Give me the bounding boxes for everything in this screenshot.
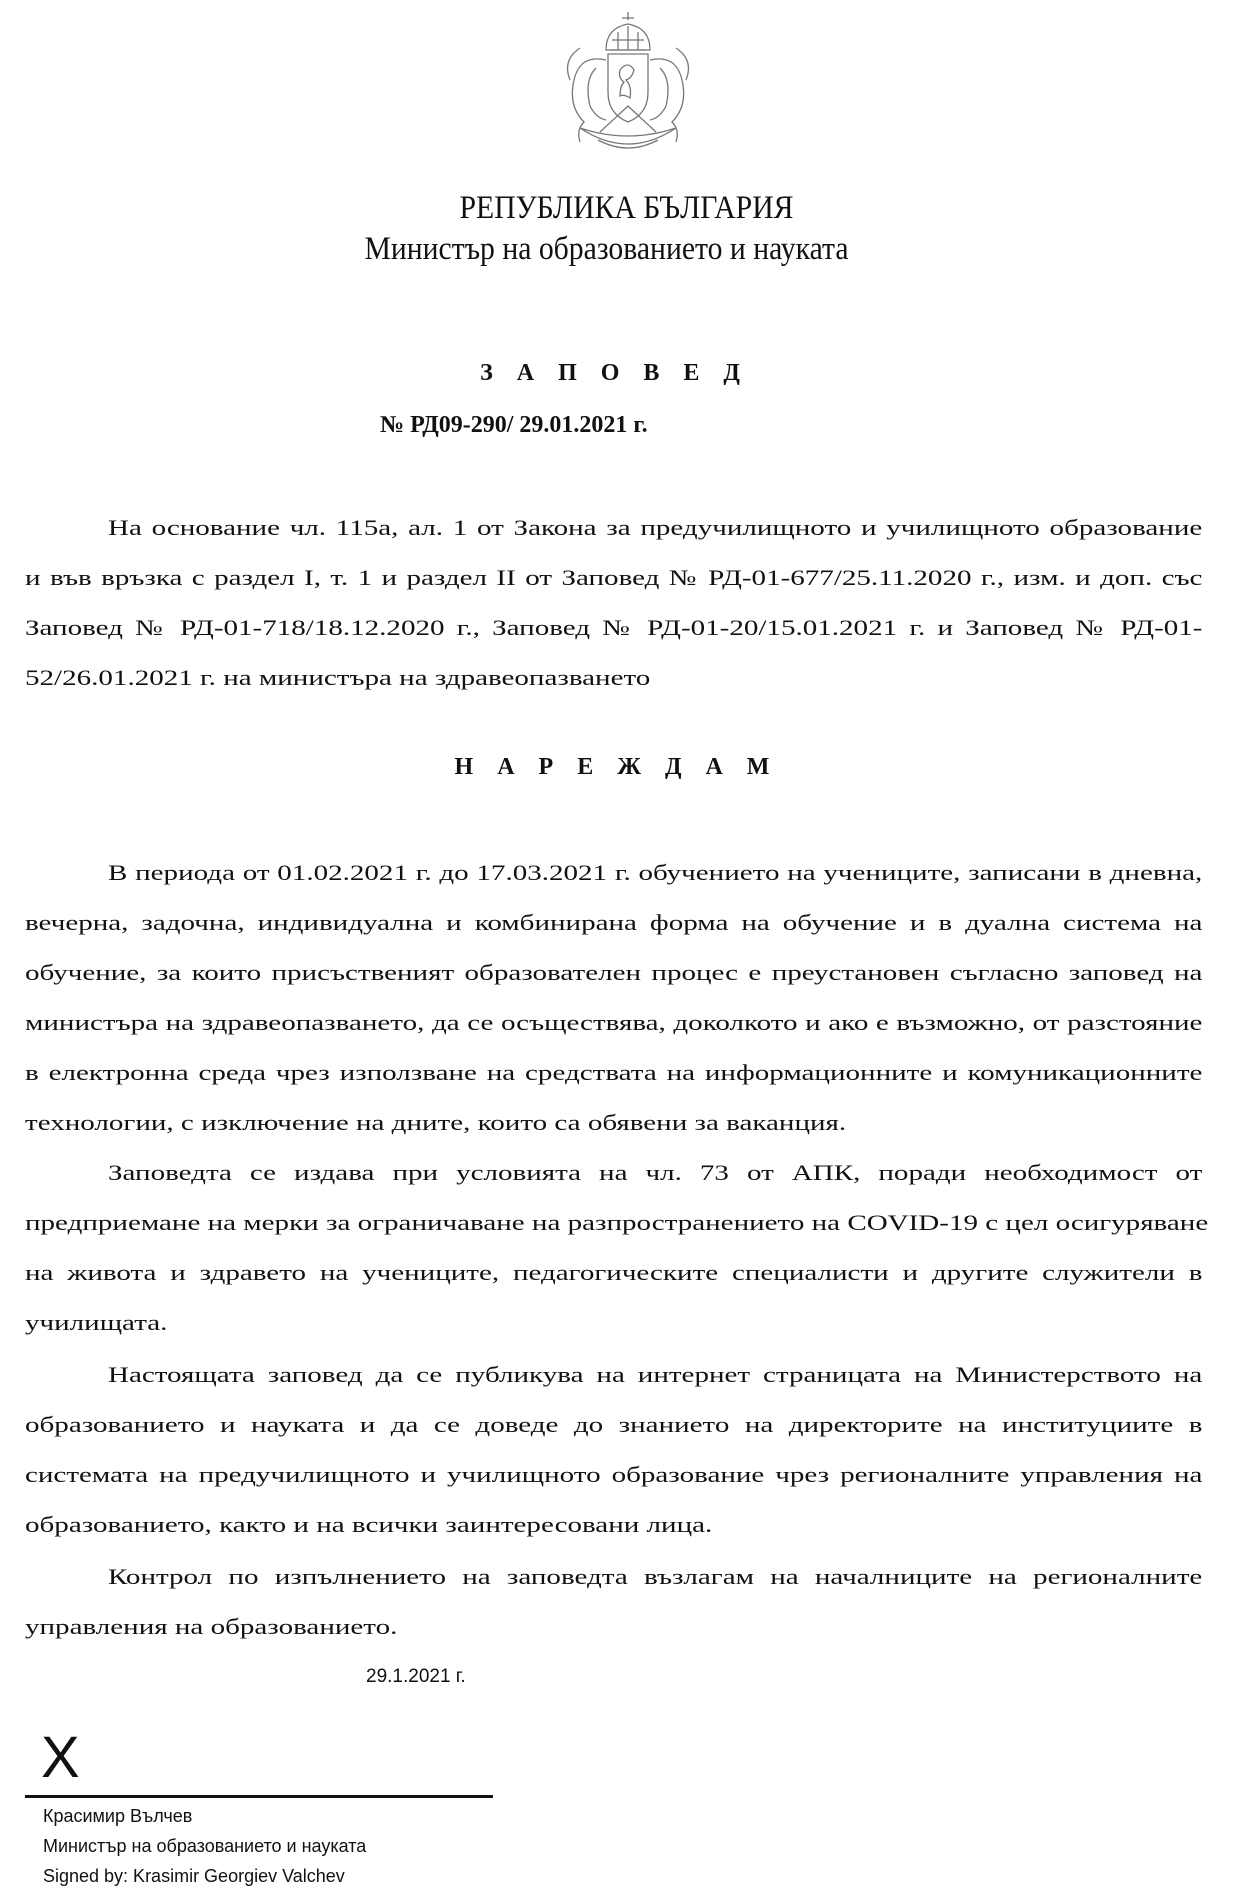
preamble-line: и във връзка с раздел I, т. 1 и раздел II от Заповед № РД-01-677/25.11.2020 г., изм. и доп. със	[25, 565, 1203, 590]
signature-line	[25, 1795, 493, 1798]
coat-of-arms-emblem	[540, 10, 716, 154]
paragraph-line: управления на образованието.	[25, 1614, 398, 1639]
paragraph-line: в електронна среда чрез използване на средствата на информационните и комуникационните	[25, 1060, 1203, 1085]
signer-name: Красимир Вълчев	[43, 1806, 193, 1826]
paragraph-line: Контрол по изпълнението на заповедта възлагам на началниците на регионалните	[108, 1564, 1203, 1589]
signer-position: Министър на образованието и науката	[43, 1836, 367, 1856]
paragraph-line: предприемане на мерки за ограничаване на разпространението на COVID-19 с цел осигуряване	[25, 1210, 1209, 1235]
signed-by: Signed by: Krasimir Georgiev Valchev	[43, 1866, 345, 1886]
preamble-line: 52/26.01.2021 г. на министъра на здравеопазването	[25, 665, 651, 690]
order-number: № РД09-290/ 29.01.2021 г.	[380, 412, 648, 438]
paragraph-line: образованието, както и на всички заинтересовани лица.	[25, 1512, 713, 1537]
paragraph-line: технологии, с изключение на дните, които са обявени за ваканция.	[25, 1110, 847, 1135]
office-heading: Министър на образованието и науката	[364, 231, 849, 267]
paragraph-line: министъра на здравеопазването, да се осъществява, доколкото и ако е възможно, от разстояние	[25, 1010, 1203, 1035]
paragraph-line: Заповедта се издава при условията на чл. 73 от АПК, поради необходимост от	[108, 1160, 1203, 1185]
country-heading: РЕПУБЛИКА БЪЛГАРИЯ	[459, 190, 794, 226]
preamble-line: Заповед № РД-01-718/18.12.2020 г., Заповед № РД-01-20/15.01.2021 г. и Заповед № РД-01-	[25, 615, 1203, 640]
paragraph-line: образованието и науката и да се доведе до знанието на директорите на институциите в	[25, 1412, 1203, 1437]
paragraph-line: Настоящата заповед да се публикува на интернет страницата на Министерството на	[108, 1362, 1203, 1387]
paragraph-line: училищата.	[25, 1310, 168, 1335]
signature-date: 29.1.2021 г.	[366, 1666, 466, 1687]
paragraph-line: на живота и здравето на учениците, педагогическите специалисти и другите служители в	[25, 1260, 1203, 1285]
order-title: З А П О В Е Д	[480, 360, 749, 386]
paragraph-line: В периода от 01.02.2021 г. до 17.03.2021 г. обучението на учениците, записани в дневна,	[108, 860, 1203, 885]
preamble-line: На основание чл. 115а, ал. 1 от Закона за предучилищното и училищното образование	[108, 515, 1203, 540]
decree-heading: Н А Р Е Ж Д А М	[454, 754, 779, 780]
paragraph-line: системата на предучилищното и училищното образование чрез регионалните управления на	[25, 1462, 1203, 1487]
paragraph-line: обучение, за които присъственият образователен процес е преустановен съгласно заповед на	[25, 960, 1203, 985]
paragraph-line: вечерна, задочна, индивидуална и комбинирана форма на обучение и в дуална система на	[25, 910, 1203, 935]
signature-mark: X	[41, 1725, 80, 1790]
